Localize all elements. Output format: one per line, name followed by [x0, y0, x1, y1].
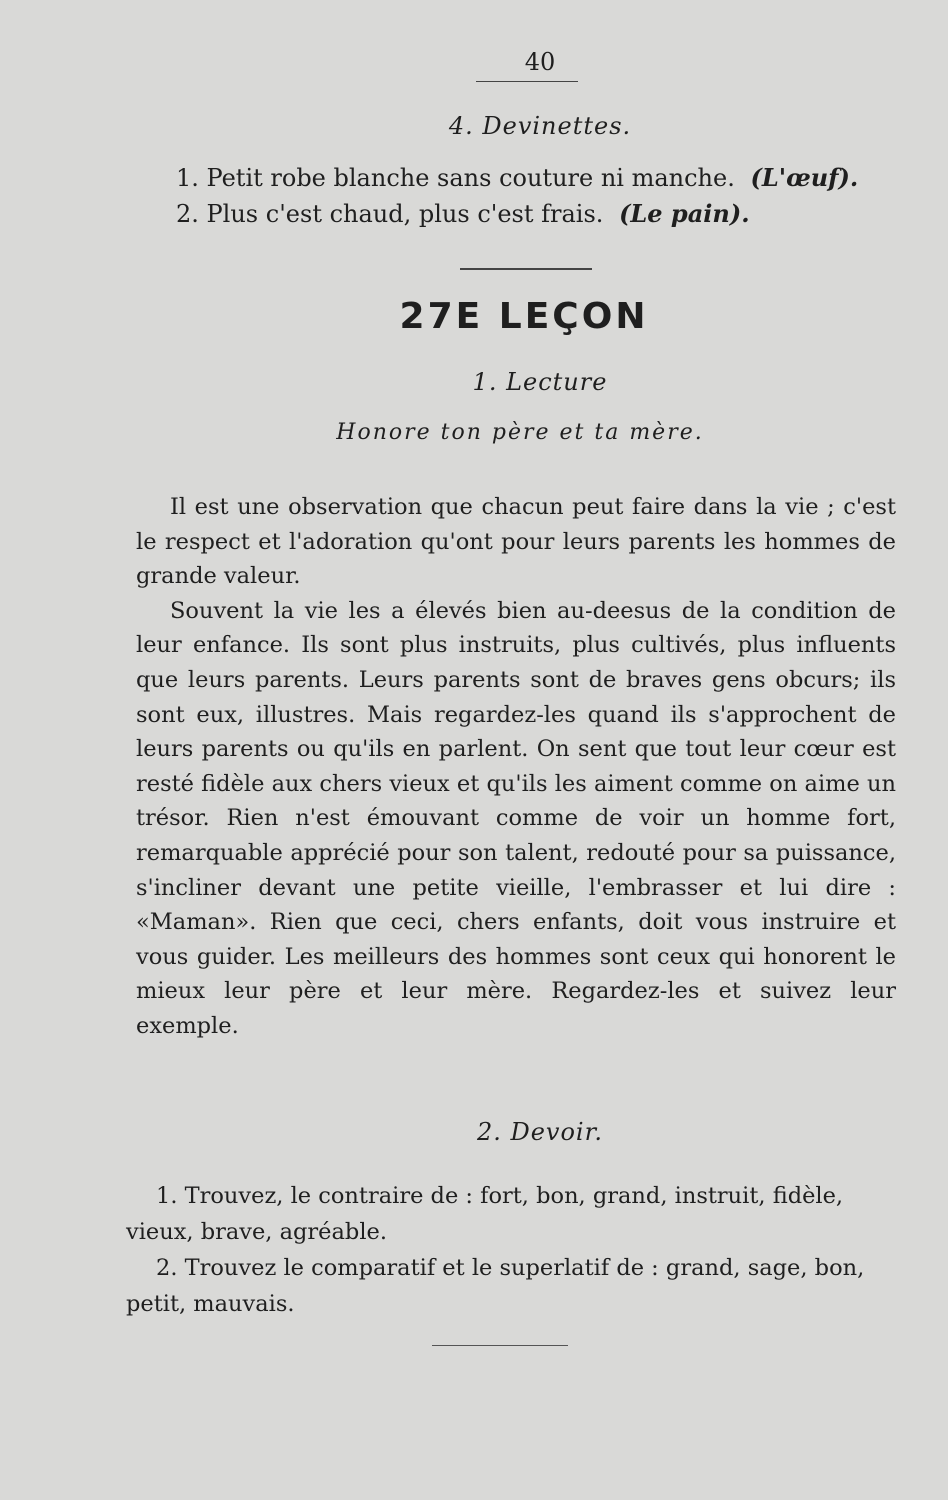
- riddle-answer: (L'œuf).: [750, 163, 859, 192]
- exercise-item: 2. Trouvez le comparatif et le superlatif de : grand, sage, bon, petit, mauvais.: [126, 1255, 865, 1317]
- reading-heading: 1. Lecture: [472, 368, 608, 396]
- section-divider: [460, 268, 592, 270]
- riddle-text: 2. Plus c'est chaud, plus c'est frais.: [176, 200, 604, 228]
- homework-heading: 2. Devoir.: [476, 1118, 604, 1146]
- riddles-list: [176, 160, 916, 232]
- riddle-answer: (Le pain).: [619, 199, 750, 228]
- riddle-item: [176, 196, 916, 232]
- reading-text: [136, 490, 896, 1044]
- page-number: 40: [524, 48, 556, 76]
- reading-subtitle: Honore ton père et ta mère.: [336, 420, 704, 445]
- paragraph: Souvent la vie les a élevés bien au-deesus de la condition de leur enfance. Ils sont plus instruits, plus cultivés, plus influents que leurs parents. Leurs parents sont de braves gens obcurs; ils sont eux, illustres. Mais regardez-les quand ils s'approchent de leurs parents ou qu'ils en parlent. On sent que tout leur cœur est resté fidèle aux chers vieux et qu'ils les aiment comme on aime un trésor. Rien n'est émouvant comme de voir un homme fort, remarquable apprécié pour son talent, redouté pour sa puissance, s'incliner devant une petite vieille, l'embrasser et lui dire : «Maman». Rien que ceci, chers enfants, doit vous instruire et vous guider. Les meilleurs des hommes sont ceux qui honorent le mieux leur père et leur mère. Regardez-les et suivez leur exemple.: [136, 597, 896, 1039]
- footer-rule: [432, 1345, 568, 1346]
- header-rule: [476, 81, 578, 82]
- riddles-heading: 4. Devinettes.: [448, 112, 632, 140]
- lesson-title: 27E LEÇON: [399, 296, 649, 337]
- riddle-text: 1. Petit robe blanche sans couture ni manche.: [176, 164, 735, 192]
- riddle-item: [176, 160, 916, 196]
- exercise-item: 1. Trouvez, le contraire de : fort, bon, grand, instruit, fidèle, vieux, brave, agréable.: [126, 1183, 844, 1245]
- paragraph: Il est une observation que chacun peut faire dans la vie ; c'est le respect et l'adoration qu'ont pour leurs parents les hommes de grande valeur.: [136, 494, 896, 590]
- exercise-list: [126, 1178, 886, 1322]
